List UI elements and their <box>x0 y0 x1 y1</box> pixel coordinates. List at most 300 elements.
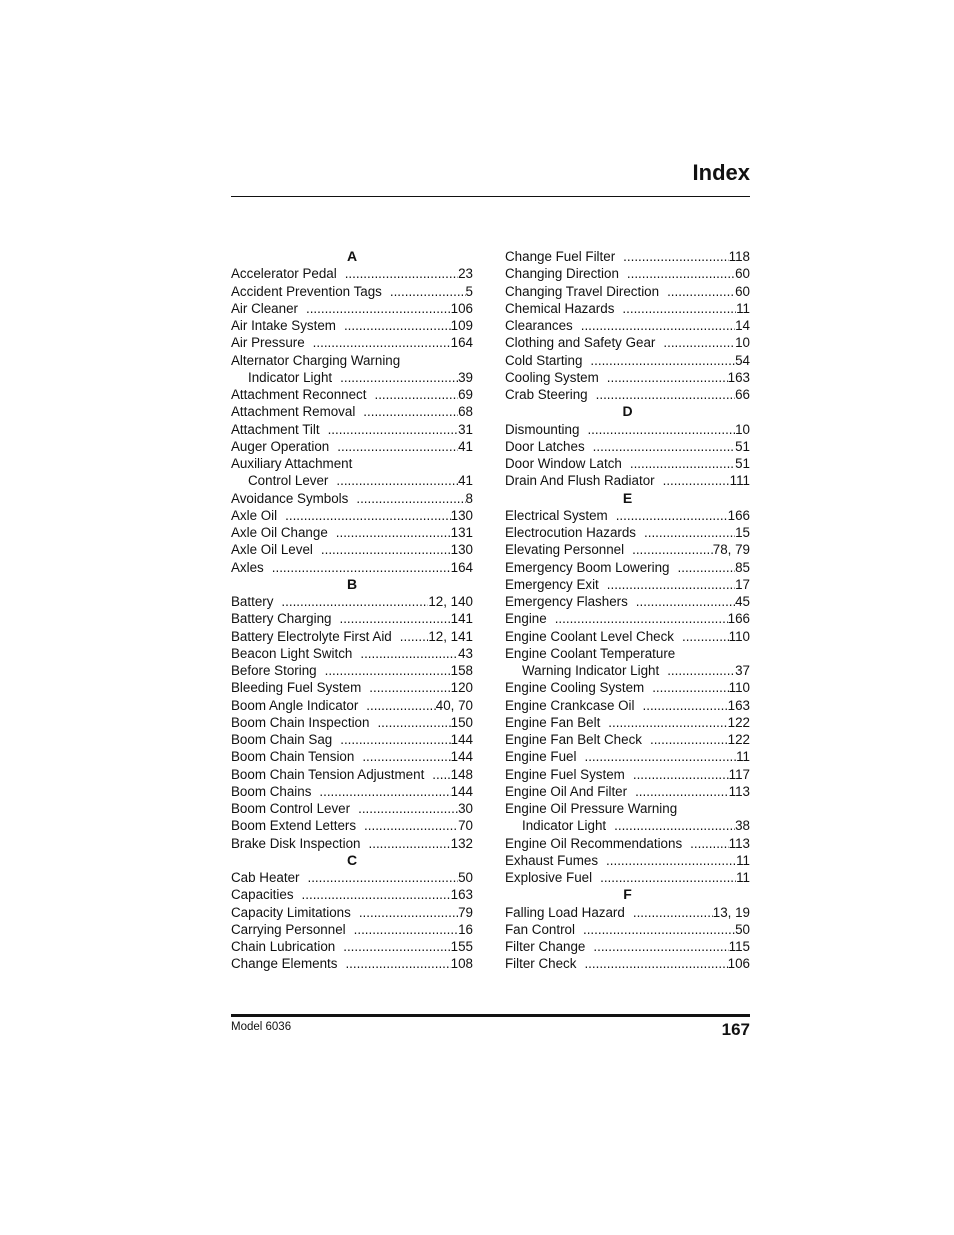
index-entry <box>505 421 750 438</box>
index-entry-term: Bleeding Fuel System <box>231 680 362 696</box>
dot-leader <box>588 386 735 403</box>
index-entry-page: 10 <box>735 335 750 351</box>
index-entry-page: 158 <box>450 663 473 678</box>
index-entry-page: 70 <box>458 818 473 834</box>
index-entry-page: 68 <box>458 404 473 420</box>
index-entry <box>505 334 750 351</box>
index-entry <box>505 766 750 783</box>
index-entry-term: Brake Disk Inspection <box>231 835 361 851</box>
index-entry <box>231 938 473 955</box>
index-entry <box>505 438 750 455</box>
dot-leader <box>582 352 735 369</box>
index-entry-term: Auger Operation <box>231 438 330 454</box>
index-entry <box>231 610 473 627</box>
dot-leader <box>346 921 458 938</box>
index-entry-term: Crab Steering <box>505 387 588 402</box>
dot-leader <box>573 317 735 334</box>
index-entry-page: 117 <box>728 766 750 782</box>
dot-leader <box>670 559 736 576</box>
index-entry-page: 11 <box>736 870 750 885</box>
footer-model: Model 6036 <box>231 1021 292 1033</box>
index-entry-page: 11 <box>736 852 750 868</box>
index-entry <box>505 386 750 403</box>
index-entry <box>505 852 750 869</box>
index-entry-term: Engine Coolant Level Check <box>505 628 674 644</box>
footer-page-number: 167 <box>721 1020 750 1039</box>
index-entry-page: 41 <box>458 473 473 489</box>
index-entry-page: 41 <box>458 438 473 454</box>
index-entry-page: 17 <box>735 576 750 592</box>
index-entry-page: 11 <box>736 300 750 316</box>
index-entry <box>231 645 473 662</box>
index-letter-heading: E <box>622 489 633 506</box>
dot-leader <box>608 507 728 524</box>
dot-leader <box>576 955 727 972</box>
index-entry <box>231 800 473 817</box>
dot-leader <box>356 817 458 834</box>
index-entry-page: 144 <box>450 783 473 799</box>
index-entry-term: Emergency Flashers <box>505 594 628 609</box>
index-entry-page: 60 <box>735 283 750 299</box>
index-entry <box>505 679 750 696</box>
index-entry-term: Air Cleaner <box>231 300 298 316</box>
index-entry-page: 66 <box>735 387 750 402</box>
index-entry-page: 5 <box>465 283 473 299</box>
index-letter-heading: F <box>623 886 632 903</box>
index-entry-term: Carrying Personnel <box>231 921 346 937</box>
index-entry-term: Filter Check <box>505 956 577 972</box>
index-entry-page: 12, 141 <box>428 628 473 644</box>
index-entry-page: 106 <box>727 956 750 972</box>
dot-leader <box>352 645 458 662</box>
dot-leader <box>311 783 450 800</box>
dot-leader <box>622 455 735 472</box>
index-entry-page: 113 <box>728 835 750 851</box>
index-entry-page: 85 <box>735 559 750 575</box>
index-entry <box>231 593 473 610</box>
index-entry-page: 132 <box>450 835 473 851</box>
dot-leader <box>337 955 450 972</box>
index-entry <box>231 731 473 748</box>
dot-leader <box>305 334 451 351</box>
index-entry-term: Filter Change <box>505 939 586 954</box>
index-entry-page: 79 <box>458 904 473 920</box>
index-entry <box>505 921 750 938</box>
index-entry <box>231 283 473 300</box>
index-entry <box>231 766 473 783</box>
index-entry-page: 50 <box>458 870 473 885</box>
dot-leader <box>575 921 735 938</box>
index-entry <box>505 265 750 282</box>
dot-leader <box>682 835 728 852</box>
dot-leader <box>599 576 735 593</box>
index-entry-heading: Auxiliary Attachment <box>231 456 353 471</box>
index-entry-term: Air Intake System <box>231 318 336 333</box>
dot-leader <box>606 817 735 834</box>
index-letter-heading: A <box>346 248 358 264</box>
index-entry-page: 37 <box>735 663 750 678</box>
index-entry-page: 51 <box>735 456 750 471</box>
index-entry-page: 43 <box>458 645 473 661</box>
index-letter-heading: C <box>346 851 358 868</box>
index-entry <box>231 748 473 765</box>
index-entry-page: 16 <box>458 921 473 937</box>
index-entry <box>231 904 473 921</box>
index-entry <box>505 593 750 610</box>
index-entry-page: 148 <box>450 766 473 782</box>
index-entry <box>231 714 473 731</box>
index-entry-page: 15 <box>735 525 750 540</box>
index-entry-term: Before Storing <box>231 663 317 678</box>
index-entry <box>505 524 750 541</box>
dot-leader <box>598 852 736 869</box>
index-entry-page: 155 <box>450 939 473 954</box>
index-entry-term: Door Latches <box>505 438 585 454</box>
index-entry-term: Accident Prevention Tags <box>231 283 382 299</box>
index-entry-term: Battery Electrolyte First Aid <box>231 628 392 644</box>
index-entry <box>231 835 473 852</box>
dot-leader <box>355 403 458 420</box>
dot-leader <box>369 714 450 731</box>
index-entry <box>231 438 473 455</box>
dot-leader <box>277 507 451 524</box>
index-entry <box>505 714 750 731</box>
index-entry-term: Boom Angle Indicator <box>231 697 359 713</box>
index-entry <box>231 559 473 576</box>
index-entry-term: Engine Crankcase Oil <box>505 697 635 713</box>
index-entry-term: Axles <box>231 559 264 575</box>
index-entry-term: Boom Chains <box>231 783 312 799</box>
index-entry-term: Cab Heater <box>231 870 300 885</box>
index-letter-heading: D <box>622 403 633 420</box>
dot-leader <box>592 869 736 886</box>
dot-leader <box>382 283 466 300</box>
index-entry-term: Axle Oil Level <box>231 542 313 558</box>
index-entry-term: Boom Extend Letters <box>231 818 357 834</box>
index-entry-term: Engine Fuel <box>505 749 577 765</box>
index-entry-term: Avoidance Symbols <box>231 490 349 506</box>
index-entry-page: 40, 70 <box>435 697 473 713</box>
index-entry-page: 39 <box>458 369 473 385</box>
index-entry-page: 60 <box>735 266 750 282</box>
index-entry-term: Battery Charging <box>231 611 332 627</box>
dot-leader <box>337 265 458 282</box>
index-entry-term: Falling Load Hazard <box>505 904 625 920</box>
index-entry-page: 110 <box>728 680 750 696</box>
index-entry <box>231 524 473 541</box>
index-entry <box>231 783 473 800</box>
dot-leader <box>332 731 450 748</box>
index-entry-term: Attachment Reconnect <box>231 387 367 402</box>
index-entry-page: 166 <box>727 507 750 523</box>
index-entry-term: Engine Fan Belt Check <box>505 732 642 747</box>
index-entry <box>231 369 473 386</box>
index-entry-page: 141 <box>450 611 473 627</box>
index-entry <box>505 541 750 558</box>
index-entry <box>231 886 473 903</box>
dot-leader <box>619 265 735 282</box>
index-entry <box>505 835 750 852</box>
index-entry-page: 78, 79 <box>712 542 750 558</box>
dot-leader <box>350 800 458 817</box>
index-entry-term: Engine Cooling System <box>505 680 645 696</box>
index-entry-term: Cooling System <box>505 369 599 385</box>
index-entry <box>231 662 473 679</box>
index-entry-page: 13, 19 <box>712 904 750 920</box>
dot-leader <box>625 766 729 783</box>
dot-leader <box>614 300 736 317</box>
index-entry <box>505 731 750 748</box>
dot-leader <box>331 610 450 627</box>
index-entry-page: 11 <box>736 749 750 765</box>
index-entry <box>231 300 473 317</box>
index-entry-page: 54 <box>735 352 750 368</box>
index-entry-term: Exhaust Fumes <box>505 852 599 868</box>
dot-leader <box>642 731 728 748</box>
index-entry-page: 45 <box>735 594 750 609</box>
index-entry <box>231 421 473 438</box>
dot-leader <box>328 472 458 489</box>
index-entry <box>505 955 750 972</box>
index-entry <box>505 559 750 576</box>
index-entry-page: 30 <box>458 801 473 816</box>
index-entry-term: Engine Oil Recommendations <box>505 835 683 851</box>
index-entry <box>505 628 750 645</box>
index-entry-term: Attachment Removal <box>231 404 356 420</box>
index-column-left <box>231 248 473 973</box>
index-entry-page: 50 <box>735 921 750 937</box>
index-entry-term: Changing Direction <box>505 266 619 282</box>
index-entry-term: Control Lever <box>248 473 329 489</box>
dot-leader <box>547 610 728 627</box>
index-entry <box>231 817 473 834</box>
index-entry <box>505 610 750 627</box>
index-entry-term: Battery <box>231 594 274 609</box>
dot-leader <box>636 524 735 541</box>
index-entry-page: 164 <box>450 335 473 351</box>
index-entry-page: 109 <box>450 318 473 333</box>
index-entry <box>231 921 473 938</box>
index-entry-term: Engine Oil And Filter <box>505 783 628 799</box>
index-entry <box>505 369 750 386</box>
dot-leader <box>361 835 451 852</box>
index-entry-page: 106 <box>450 300 473 316</box>
index-entry-page: 163 <box>450 887 473 903</box>
index-entry-page: 111 <box>729 473 750 489</box>
index-entry-term: Cold Starting <box>505 352 583 368</box>
index-entry-page: 131 <box>450 525 473 540</box>
index-entry-term: Warning Indicator Light <box>522 663 660 678</box>
dot-leader <box>298 300 451 317</box>
index-entry <box>505 507 750 524</box>
dot-leader <box>655 472 730 489</box>
index-entry <box>505 283 750 300</box>
dot-leader <box>585 938 728 955</box>
index-entry-term: Accelerator Pedal <box>231 266 337 282</box>
index-entry <box>505 576 750 593</box>
index-entry-page: 122 <box>727 714 750 730</box>
dot-leader <box>348 490 465 507</box>
index-entry-term: Engine <box>505 611 547 627</box>
index-entry-term: Emergency Exit <box>505 576 599 592</box>
index-entry <box>505 869 750 886</box>
index-entry <box>231 541 473 558</box>
dot-leader <box>624 541 713 558</box>
index-entry-page: 51 <box>735 438 750 454</box>
index-entry-page: 164 <box>450 559 473 575</box>
index-entry-term: Elevating Personnel <box>505 542 625 558</box>
index-entry-term: Chain Lubrication <box>231 939 336 954</box>
index-entry-term: Change Elements <box>231 956 338 972</box>
dot-leader <box>299 869 458 886</box>
dot-leader <box>424 766 450 783</box>
index-entry <box>231 317 473 334</box>
index-entry-page: 166 <box>727 611 750 627</box>
index-entry <box>231 679 473 696</box>
index-entry-term: Chemical Hazards <box>505 300 615 316</box>
index-entry <box>505 472 750 489</box>
dot-leader <box>317 662 451 679</box>
index-entry-term: Boom Chain Tension Adjustment <box>231 766 425 782</box>
footer-rule <box>231 1014 750 1017</box>
dot-leader <box>579 421 735 438</box>
index-entry-term: Dismounting <box>505 421 580 437</box>
index-entry-page: 31 <box>458 421 473 437</box>
index-entry-page: 120 <box>450 680 473 696</box>
dot-leader <box>655 334 735 351</box>
index-entry <box>505 938 750 955</box>
index-entry-term: Capacities <box>231 887 294 903</box>
index-entry <box>505 300 750 317</box>
index-entry <box>505 662 750 679</box>
index-entry <box>231 403 473 420</box>
index-entry-page: 38 <box>735 818 750 834</box>
dot-leader <box>320 421 459 438</box>
index-entry-term: Boom Control Lever <box>231 801 351 816</box>
index-entry <box>231 869 473 886</box>
index-entry-term: Clothing and Safety Gear <box>505 335 656 351</box>
header-rule <box>231 196 750 197</box>
index-entry-page: 118 <box>728 249 750 264</box>
dot-leader <box>366 386 458 403</box>
index-entry-term: Electrocution Hazards <box>505 525 636 540</box>
index-entry-term: Boom Chain Inspection <box>231 714 370 730</box>
dot-leader <box>585 438 735 455</box>
index-entry-term: Drain And Flush Radiator <box>505 473 655 489</box>
dot-leader <box>313 541 451 558</box>
index-letter-heading: B <box>346 575 358 592</box>
dot-leader <box>351 904 458 921</box>
index-entry <box>231 628 473 645</box>
dot-leader <box>264 559 451 576</box>
index-entry <box>231 490 473 507</box>
index-column-right <box>505 248 750 973</box>
index-entry-term: Boom Chain Tension <box>231 749 355 765</box>
dot-leader <box>625 904 713 921</box>
index-entry <box>505 455 750 472</box>
index-entry-page: 122 <box>727 732 750 747</box>
index-entry-term: Air Pressure <box>231 335 305 351</box>
index-entry-page: 110 <box>728 628 750 644</box>
index-entry-page: 163 <box>727 369 750 385</box>
index-entry <box>505 697 750 714</box>
index-entry <box>505 748 750 765</box>
dot-leader <box>628 593 735 610</box>
dot-leader <box>615 248 728 265</box>
index-entry-term: Changing Travel Direction <box>505 283 660 299</box>
dot-leader <box>358 697 435 714</box>
index-entry-page: 8 <box>465 490 473 506</box>
index-entry-page: 163 <box>727 697 750 713</box>
dot-leader <box>273 593 428 610</box>
index-entry-term: Engine Fan Belt <box>505 714 601 730</box>
index-entry-page: 108 <box>450 956 473 972</box>
index-entry-heading: Engine Coolant Temperature <box>505 645 676 661</box>
index-entry-term: Axle Oil <box>231 507 278 523</box>
index-entry-term: Capacity Limitations <box>231 904 351 920</box>
index-entry-term: Electrical System <box>505 507 608 523</box>
dot-leader <box>627 783 729 800</box>
index-entry <box>231 697 473 714</box>
index-entry <box>505 904 750 921</box>
index-entry <box>231 334 473 351</box>
index-entry-term: Fan Control <box>505 921 575 937</box>
dot-leader <box>332 369 458 386</box>
index-entry <box>231 472 473 489</box>
index-entry-term: Attachment Tilt <box>231 421 320 437</box>
dot-leader <box>329 438 458 455</box>
index-entry <box>505 783 750 800</box>
index-entry-heading: Alternator Charging Warning <box>231 352 401 368</box>
index-entry <box>505 248 750 265</box>
index-entry <box>505 352 750 369</box>
dot-leader <box>659 662 735 679</box>
dot-leader <box>674 628 729 645</box>
dot-leader <box>599 369 728 386</box>
index-entry-page: 23 <box>458 266 473 282</box>
index-entry-term: Boom Chain Sag <box>231 732 333 747</box>
dot-leader <box>659 283 735 300</box>
page-title: Index <box>692 160 750 185</box>
index-entry-page: 12, 140 <box>428 594 473 609</box>
index-entry-term: Axle Oil Change <box>231 525 328 540</box>
index-entry-term: Change Fuel Filter <box>505 249 616 264</box>
dot-leader <box>336 317 451 334</box>
index-entry-page: 113 <box>728 783 750 799</box>
index-entry-term: Indicator Light <box>248 369 333 385</box>
index-entry-page: 130 <box>450 542 473 558</box>
index-entry-term: Engine Fuel System <box>505 766 625 782</box>
index-entry-term: Explosive Fuel <box>505 870 593 885</box>
index-entry-page: 150 <box>450 714 473 730</box>
dot-leader <box>635 697 728 714</box>
index-entry-page: 10 <box>735 421 750 437</box>
index-entry-term: Clearances <box>505 318 573 333</box>
index-entry-page: 69 <box>458 387 473 402</box>
index-entry-term: Indicator Light <box>522 818 607 834</box>
index-entry <box>231 507 473 524</box>
index-entry <box>505 317 750 334</box>
dot-leader <box>354 748 450 765</box>
index-entry-page: 115 <box>728 939 750 954</box>
index-entry-term: Emergency Boom Lowering <box>505 559 670 575</box>
dot-leader <box>576 748 736 765</box>
index-entry-page: 144 <box>450 732 473 747</box>
index-entry <box>231 386 473 403</box>
dot-leader <box>600 714 727 731</box>
dot-leader <box>644 679 728 696</box>
index-entry-page: 130 <box>450 507 473 523</box>
